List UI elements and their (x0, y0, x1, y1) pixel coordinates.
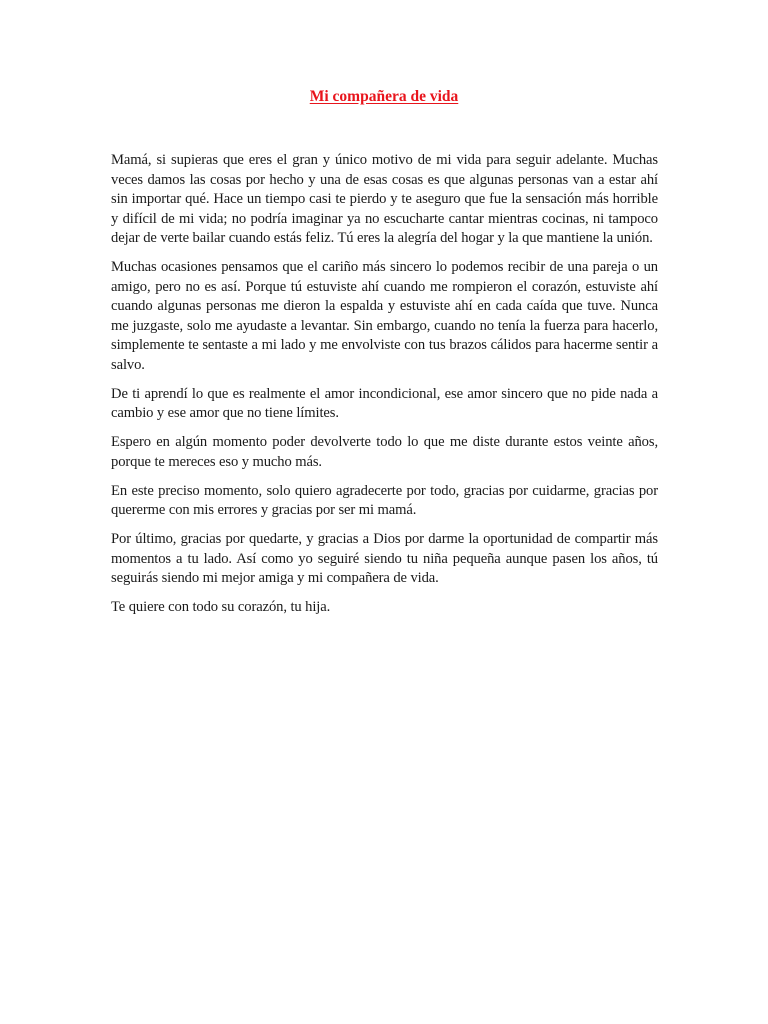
closing-signature: Te quiere con todo su corazón, tu hija. (111, 599, 331, 615)
document-body (111, 151, 658, 627)
paragraph-5: En este preciso momento, solo quiero agradecerte por todo, gracias por cuidarme, gracias por quererme con mis errores y gracias por ser mi mamá. (111, 482, 658, 518)
paragraph-2: Muchas ocasiones pensamos que el cariño más sincero lo podemos recibir de una pareja o un amigo, pero no es así. Porque tú estuviste ahí cuando me rompieron el corazón, estuviste ahí cuando algunas personas me dieron la espalda y estuviste ahí en cada caída que tuve. Nunca me juzgaste, solo me ayudaste a levantar. Sin embargo, cuando no tenía la fuerza para hacerlo, simplemente te sentaste a mi lado y me envolviste con tus brazos cálidos para hacerme sentir a salvo. (111, 259, 658, 373)
document-title: Mi compañera de vida (309, 88, 459, 105)
paragraph-1: Mamá, si supieras que eres el gran y único motivo de mi vida para seguir adelante. Muchas veces damos las cosas por hecho y una de esas cosas es que algunas personas van a estar ahí sin importar qué. Hace un tiempo casi te pierdo y te aseguro que fue la sensación más horrible y difícil de mi vida; no podría imaginar ya no escucharte cantar mientras cocinas, ni tampoco dejar de verte bailar cuando estás feliz. Tú eres la alegría del hogar y la que mantiene la unión. (111, 152, 658, 246)
paragraph-3: De ti aprendí lo que es realmente el amor incondicional, ese amor sincero que no pide nada a cambio y ese amor que no tiene límites. (111, 385, 658, 421)
paragraph-6: Por último, gracias por quedarte, y gracias a Dios por darme la oportunidad de compartir más momentos a tu lado. Así como yo seguiré siendo tu niña pequeña aunque pasen los años, tú seguirás siendo mi mejor amiga y mi compañera de vida. (111, 531, 658, 586)
paragraph-4: Espero en algún momento poder devolverte todo lo que me diste durante estos veinte años, porque te mereces eso y mucho más. (111, 434, 658, 470)
